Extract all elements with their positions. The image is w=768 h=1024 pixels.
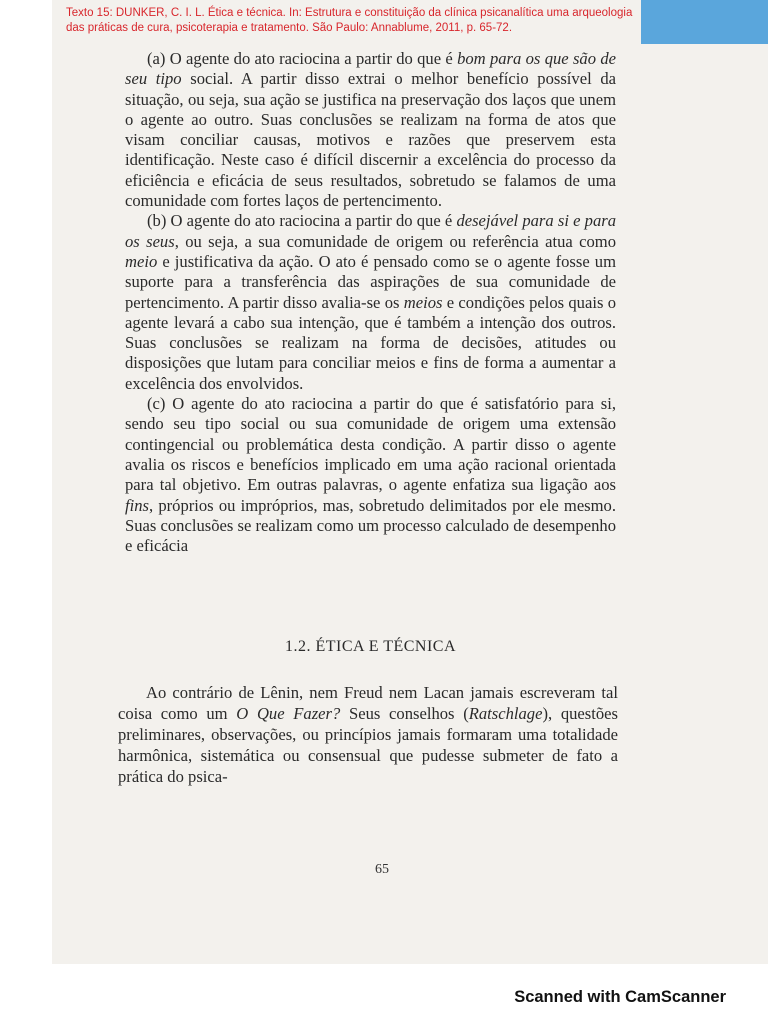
- italic-text: Ratschlage: [468, 704, 543, 723]
- section-heading: 1.2. ÉTICA E TÉCNICA: [284, 638, 457, 655]
- text-run: e condições pelos quais o agente levará a cabo sua intenção, que é também a intenção dos outros. Suas conclusões se realizam na forma de decisões, atitudes ou disposições que lutam para conciliar meios e fins de forma a aumentar a excelência dos envolvidos.: [125, 292, 617, 393]
- italic-text: fins: [125, 495, 149, 515]
- scanned-page: [52, 0, 768, 964]
- text-run: ), questões preliminares, observações, ou princípios jamais formaram uma totalidade harmônica, sistemática ou consensual que pudesse submeter de fato a prática do psica-: [118, 704, 618, 786]
- text-run: , ou seja, a sua comunidade de origem ou referência atua como: [174, 231, 616, 251]
- text-run: e justificativa da ação. O ato é pensado como se o agente fosse um suporte para a transferência das aspirações de sua comunidade de pertencimento. A partir disso avalia-se os: [125, 251, 616, 312]
- italic-text: O Que Fazer?: [236, 704, 341, 723]
- section-paragraph: [118, 682, 618, 787]
- text-run: (c) O agente do ato raciocina a partir do que é satisfatório para si, sendo seu tipo social ou sua comunidade de origem uma extensão contingencial ou problemática desta condição. A partir disso o agente avalia os riscos e benefícios implicado em uma ação racional orientada para tal objetivo. Em outras palavras, o agente enfatiza sua ligação aos: [125, 394, 616, 495]
- blue-corner-tab: [641, 0, 768, 44]
- main-text: [125, 49, 616, 556]
- citation-header: Texto 15: DUNKER, C. I. L. Ética e técnica. In: Estrutura e constituição da clínica psicanalítica uma arqueologia das práticas de cura, psicoterapia e tratamento. São Paulo: Annablume, 2011, p. 65-72.: [66, 7, 633, 34]
- text-run: (b) O agente do ato raciocina a partir do que é: [147, 211, 457, 231]
- camscanner-watermark: Scanned with CamScanner: [514, 988, 726, 1006]
- paragraph-b: [125, 211, 616, 394]
- section-text: [118, 682, 618, 787]
- italic-text: bom para os que são de seu tipo: [125, 49, 616, 89]
- text-run: (a) O agente do ato raciocina a partir do que é: [147, 49, 458, 68]
- text-run: Seus conselhos (: [340, 704, 469, 723]
- italic-text: desejável para si e para os seus: [125, 211, 616, 251]
- text-run: social. A partir disso extrai o melhor benefício possível da situação, ou seja, sua ação se justifica na preservação dos laços que unem o agente ao outro. Suas conclusões se realizam na forma de atos que visam conciliar causas, motivos e razões que preservem esta identificação. Neste caso é difícil discernir a excelência do processo da eficiência e eficácia de seus resultados, sobretudo se falamos de uma comunidade com fortes laços de pertencimento.: [125, 69, 616, 211]
- text-run: , próprios ou impróprios, mas, sobretudo delimitados por ele mesmo. Suas conclusões se realizam como um processo calculado de desempenho e eficácia: [125, 495, 616, 556]
- italic-text: meios: [403, 292, 443, 312]
- text-run: Ao contrário de Lênin, nem Freud nem Lacan jamais escreveram tal coisa como um: [118, 683, 618, 723]
- page-number: 65: [375, 862, 389, 877]
- paragraph-a: [125, 49, 616, 211]
- italic-text: meio: [125, 251, 158, 271]
- paragraph-c: [125, 394, 616, 556]
